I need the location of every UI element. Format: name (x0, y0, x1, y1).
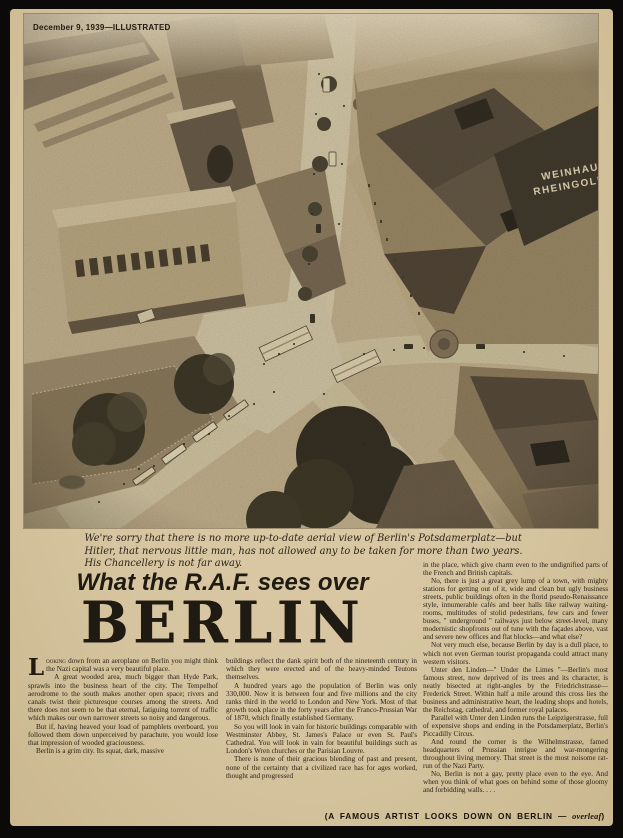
page (10, 9, 613, 826)
footer-note (325, 811, 605, 821)
paragraph: Unter den Linden—" Under the Limes "—Berlin's most famous street, now deprived of its trees and its character, is neatly bisected at right-angles by the Friedrichstrasse—Frederick Street. Within half a mile around this cross lies the business and administrative heart, the leading shops and hotels, the Reichstag, cathedral, and former royal palaces. (423, 665, 608, 714)
paragraph: No, there is just a great grey lump of a town, with mighty stations for getting out of it, wide and clean but ugly business streets, public buildings often in the florid pseudo-Renaissance style, innumerable cafés and beer halls like railway waiting-rooms, multitudes of stolid pedestrians, few cars and fewer buses, " underground " railways just below street-level, many modernistic shopfronts out of tune with the façades above, vast and severe new offices and flat blocks—and what else? (423, 577, 608, 642)
paragraph: A great wooded area, much bigger than Hyde Park, sprawls into the business heart of the city. The Tempelhof aerodrome to the south makes another open space; rivers and canals twist their picturesque courses among the streets. And there does not seem to be that eternal, fatiguing torrent of traffic which makes our own narrower streets so noisy and dangerous. (28, 673, 218, 723)
article (28, 561, 608, 814)
aerial-photo-illustration (24, 14, 598, 528)
paragraph-text: down from an aeroplane on Berlin you might think the Nazi capital was a very beautiful place. (46, 657, 218, 674)
article-column-right (423, 561, 608, 814)
footer-text: (A FAMOUS ARTIST LOOKS DOWN ON BERLIN — (324, 811, 573, 821)
headline-and-columns (28, 561, 417, 814)
headline-title: BERLIN (80, 589, 365, 657)
paragraph: Berlin is a grim city. Its squat, dark, massive (36, 747, 164, 756)
article-column-left (28, 654, 218, 780)
paragraph: There is none of their gracious blending of past and present, none of the certainty that a civilized race has for ages worked, thought and progressed (226, 755, 417, 780)
column-pair (28, 654, 417, 780)
footer-overleaf: overleaf (572, 812, 602, 821)
paragraph: No, Berlin is not a gay, pretty place even to the eye. And when you think of what goes on behind some of those gloomy and forbidding walls. . . . (423, 770, 608, 795)
paragraph: But if, having heaved your load of pamphlets overboard, you followed them down unperceived by parachute, you would lose that impression of wooded graciousness. (28, 722, 218, 748)
paragraph: A hundred years ago the population of Berlin was only 330,000. Now it is between four and five millions and the city ranks third in the world to London and New York. Most of that growth took place in the forty years after the Franco-Prussian War of 1870, which finally established Germany. (226, 681, 417, 723)
aerial-photo (24, 14, 598, 528)
paragraph: Parallel with Unter den Linden runs the Leipzigerstrasse, full of expensive shops and ending in the Potsdamerplatz, Berlin's Piccadilly Circus. (423, 713, 608, 738)
footer-close: ) (601, 811, 605, 821)
article-column-middle (226, 657, 417, 780)
paragraph: buildings reflect the dank spirit both of the nineteenth century in which they were erected and of the heavy-minded Teutons themselves. (226, 657, 417, 682)
small-caps-lead: ooking (46, 657, 66, 665)
headline-kicker: What the R.A.F. sees over (76, 569, 369, 596)
photo-grain (24, 14, 598, 528)
paragraph: And round the corner is the Wilhelmstrasse, famed headquarters of Prussian intrigue and war-mongering throughout living memory. That street is the most noisome rat-run of the Nazi Party. (423, 738, 608, 771)
paragraph: Not very much else, because Berlin by day is a dull place, to which not even German tourist propaganda could attract many western visitors. (423, 641, 608, 666)
drop-cap: L (28, 654, 45, 681)
paragraph: So you will look in vain for historic buildings comparable with Westminster Abbey, St. James's Palace or even St. Paul's Cathedral. You will look in vain for beautiful buildings such as London's Wren churches or the Parisian Louvre. (226, 722, 417, 756)
paragraph (28, 654, 218, 681)
photo-caption: We're sorry that there is no more up-to-date aerial view of Berlin's Potsdamerplatz—but Hitler, that nervous little man, has not allowed any to be taken for more than two years. His Chancellery is not far away. (84, 533, 523, 570)
paragraph: in the place, which give charm even to the undignified parts of the French and British capitals. (423, 561, 608, 578)
date-line: December 9, 1939—ILLUSTRATED (33, 23, 171, 32)
